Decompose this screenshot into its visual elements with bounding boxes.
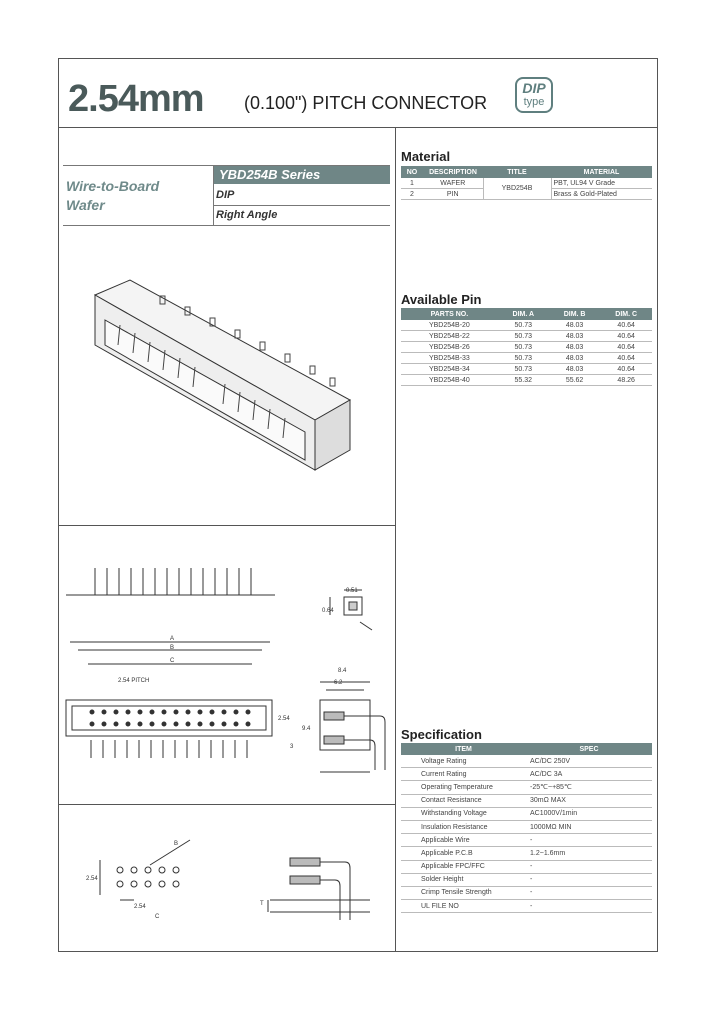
dim-254-side: 2.54	[278, 716, 290, 722]
dim-a: A	[170, 636, 175, 642]
table-row: YBD254B-20 50.73 48.03 40.64	[401, 320, 652, 331]
table-row: Current Rating AC/DC 3A	[401, 768, 652, 781]
spec-header-item: ITEM	[401, 743, 526, 755]
dim-b: B	[170, 645, 175, 651]
dim-064: 0.64	[322, 608, 334, 614]
pin-header-parts: PARTS NO.	[401, 308, 498, 320]
table-row: YBD254B-22 50.73 48.03 40.64	[401, 331, 652, 342]
table-row: YBD254B-33 50.73 48.03 40.64	[401, 353, 652, 364]
mat-title-merged: YBD254B	[483, 178, 551, 200]
pin-header-c: DIM. C	[600, 308, 652, 320]
table-row: Applicable Wire -	[401, 834, 652, 847]
available-pin-title: Available Pin	[401, 292, 482, 307]
dim-84: 8.4	[338, 668, 347, 674]
dim-254-pcb: 2.54	[86, 876, 98, 882]
page-subtitle: (0.100") PITCH CONNECTOR	[244, 93, 488, 113]
dim-3: 3	[290, 744, 294, 750]
mat-header-material: MATERIAL	[551, 166, 652, 178]
dim-t: T	[260, 901, 264, 907]
dim-051: 0.51	[346, 588, 358, 594]
mat-header-desc: DESCRIPTION	[423, 166, 483, 178]
table-row: 1 WAFER YBD254B PBT, UL94 V Grade	[401, 178, 652, 189]
connector-3d-view	[95, 280, 350, 470]
pin-header-a: DIM. A	[498, 308, 549, 320]
table-row: UL FILE NO -	[401, 900, 652, 913]
pin-header-b: DIM. B	[549, 308, 601, 320]
table-row: Withstanding Voltage AC1000V/1min	[401, 807, 652, 820]
table-row: Applicable FPC/FFC -	[401, 860, 652, 873]
mat-header-no: NO	[401, 166, 423, 178]
specification-title: Specification	[401, 727, 482, 742]
dim-c: C	[170, 658, 175, 664]
side-view-drawing	[320, 682, 385, 772]
table-row: Applicable P.C.B 1.2~1.6mm	[401, 847, 652, 860]
table-row: Voltage Rating AC/DC 250V	[401, 755, 652, 768]
category-line1: Wire-to-Board	[66, 178, 160, 194]
table-row: YBD254B-40 55.32 55.62 48.26	[401, 375, 652, 386]
dim-pcb: 2.54	[134, 904, 146, 910]
table-row: YBD254B-34 50.73 48.03 40.64	[401, 364, 652, 375]
table-row: YBD254B-26 50.73 48.03 40.64	[401, 342, 652, 353]
table-row: Solder Height -	[401, 873, 652, 886]
mount-type: DIP	[216, 189, 235, 201]
pitch-label: 2.54 PITCH	[118, 678, 150, 684]
category-line2: Wafer	[66, 197, 105, 213]
dim-b1: B	[174, 841, 179, 847]
pcb-layout-drawing	[100, 840, 190, 900]
front-pins	[95, 568, 251, 595]
dim-94: 9.4	[302, 726, 311, 732]
table-row: 2 PIN Brass & Gold-Plated	[401, 189, 652, 200]
table-row: Operating Temperature -25℃~+85℃	[401, 781, 652, 794]
table-row: Crimp Tensile Strength -	[401, 886, 652, 899]
table-row: Insulation Resistance 1000MΩ MIN	[401, 820, 652, 833]
front-bottom-pins	[91, 740, 247, 758]
material-title: Material	[401, 149, 451, 164]
series-title: YBD254B Series	[214, 166, 390, 184]
badge-bottom: type	[523, 96, 545, 108]
orientation: Right Angle	[216, 209, 278, 221]
mat-header-title: TITLE	[483, 166, 551, 178]
badge-top: DIP	[522, 80, 546, 96]
page-title: 2.54mm	[68, 78, 204, 120]
table-row: Contact Resistance 30mΩ MAX	[401, 794, 652, 807]
pin-detail	[330, 590, 372, 630]
dim-c1: C	[155, 914, 160, 920]
spec-header-spec: SPEC	[526, 743, 652, 755]
pcb-side-drawing	[268, 858, 370, 920]
dim-62: 6.2	[334, 680, 343, 686]
